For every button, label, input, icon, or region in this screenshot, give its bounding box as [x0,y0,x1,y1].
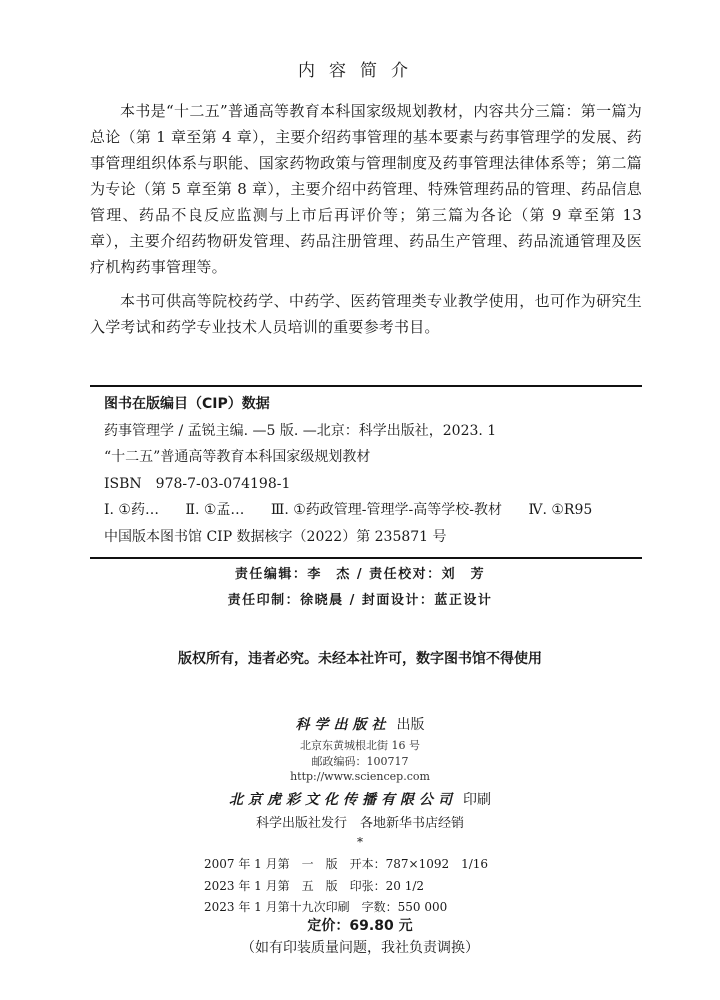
summary-paragraph-1: 本书是“十二五”普通高等教育本科国家级规划教材，内容共分三篇：第一篇为总论（第 1 章至第 4 章），主要介绍药事管理的基本要素与药事管理学的发展、药事管理组织体系与职能、国家药物政策与管理制度及药事管理法律体系等；第二篇为专论（第 5 章至第 8 章），主要介绍中药管理、特殊管理药品的管理、药品信息管理、药品不良反应监测与上市后再评价等；第三篇为各论（第 9 章至第 13 章），主要介绍药物研发管理、药品注册管理、药品生产管理、药品流通管理及医疗机构药事管理等。 [90,102,642,276]
staff-line-1: 责任编辑：李 杰 / 责任校对：刘 芳 [234,567,486,582]
staff-credits [0,562,720,614]
price: 定价：69.80 元 [307,918,413,934]
edition-row-3: 2023 年 1 月第十九次印刷 字数：550 000 [204,900,448,914]
cip-class-4: Ⅳ. ①R95 [528,502,593,519]
distribution-line: 科学出版社发行 各地新华书店经销 [255,815,464,831]
cip-classification [90,497,642,524]
publisher-name: 科学出版社 [295,717,391,733]
printer-name: 北京虎彩文化传播有限公司 [229,791,457,808]
summary-section [90,98,642,348]
cip-number: 中国版本图书馆 CIP 数据核字（2022）第 235871 号 [104,528,447,545]
printer-line [0,787,720,813]
separator-star: * [357,834,363,849]
cip-series-line: “十二五”普通高等教育本科国家级规划教材 [104,449,371,466]
publisher-postcode: 邮政编码：100717 [311,754,409,768]
edition-row-1: 2007 年 1 月第 一 版 开本：787×1092 1/16 [204,857,489,871]
edition-row-2: 2023 年 1 月第 五 版 印张：20 1/2 [204,878,425,893]
cip-heading: 图书在版编目（CIP）数据 [104,396,270,412]
publisher-line [0,712,720,738]
quality-note: （如有印装质量问题，我社负责调换） [241,940,479,956]
staff-line-2: 责任印制：徐晓晨 / 封面设计：蓝正设计 [227,593,493,608]
publisher-role: 出版 [396,717,425,733]
cip-isbn: ISBN 978-7-03-074198-1 [104,475,291,492]
cip-class-3: Ⅲ. ①药政管理-管理学-高等学校-教材 [270,502,503,519]
publisher-block [0,712,720,849]
edition-info [204,854,488,919]
publisher-address: 北京东黄城根北街 16 号 [300,739,420,752]
publisher-url: http://www.sciencep.com [290,770,430,783]
cip-class-2: Ⅱ. ①孟… [185,502,245,519]
summary-paragraph-2: 本书可供高等院校药学、中药学、医药管理类专业教学使用，也可作为研究生入学考试和药学专业技术人员培训的重要参考书目。 [90,292,642,336]
printer-role: 印刷 [463,791,491,808]
cip-data-block [90,385,642,559]
copyright-notice: 版权所有，违者必究。未经本社许可，数字图书馆不得使用 [178,651,542,667]
cip-class-1: Ⅰ. ①药… [104,502,159,519]
page-title: 内容简介 [298,61,422,81]
cip-book-line: 药事管理学 / 孟锐主编. —5 版. —北京：科学出版社，2023. 1 [104,422,497,439]
